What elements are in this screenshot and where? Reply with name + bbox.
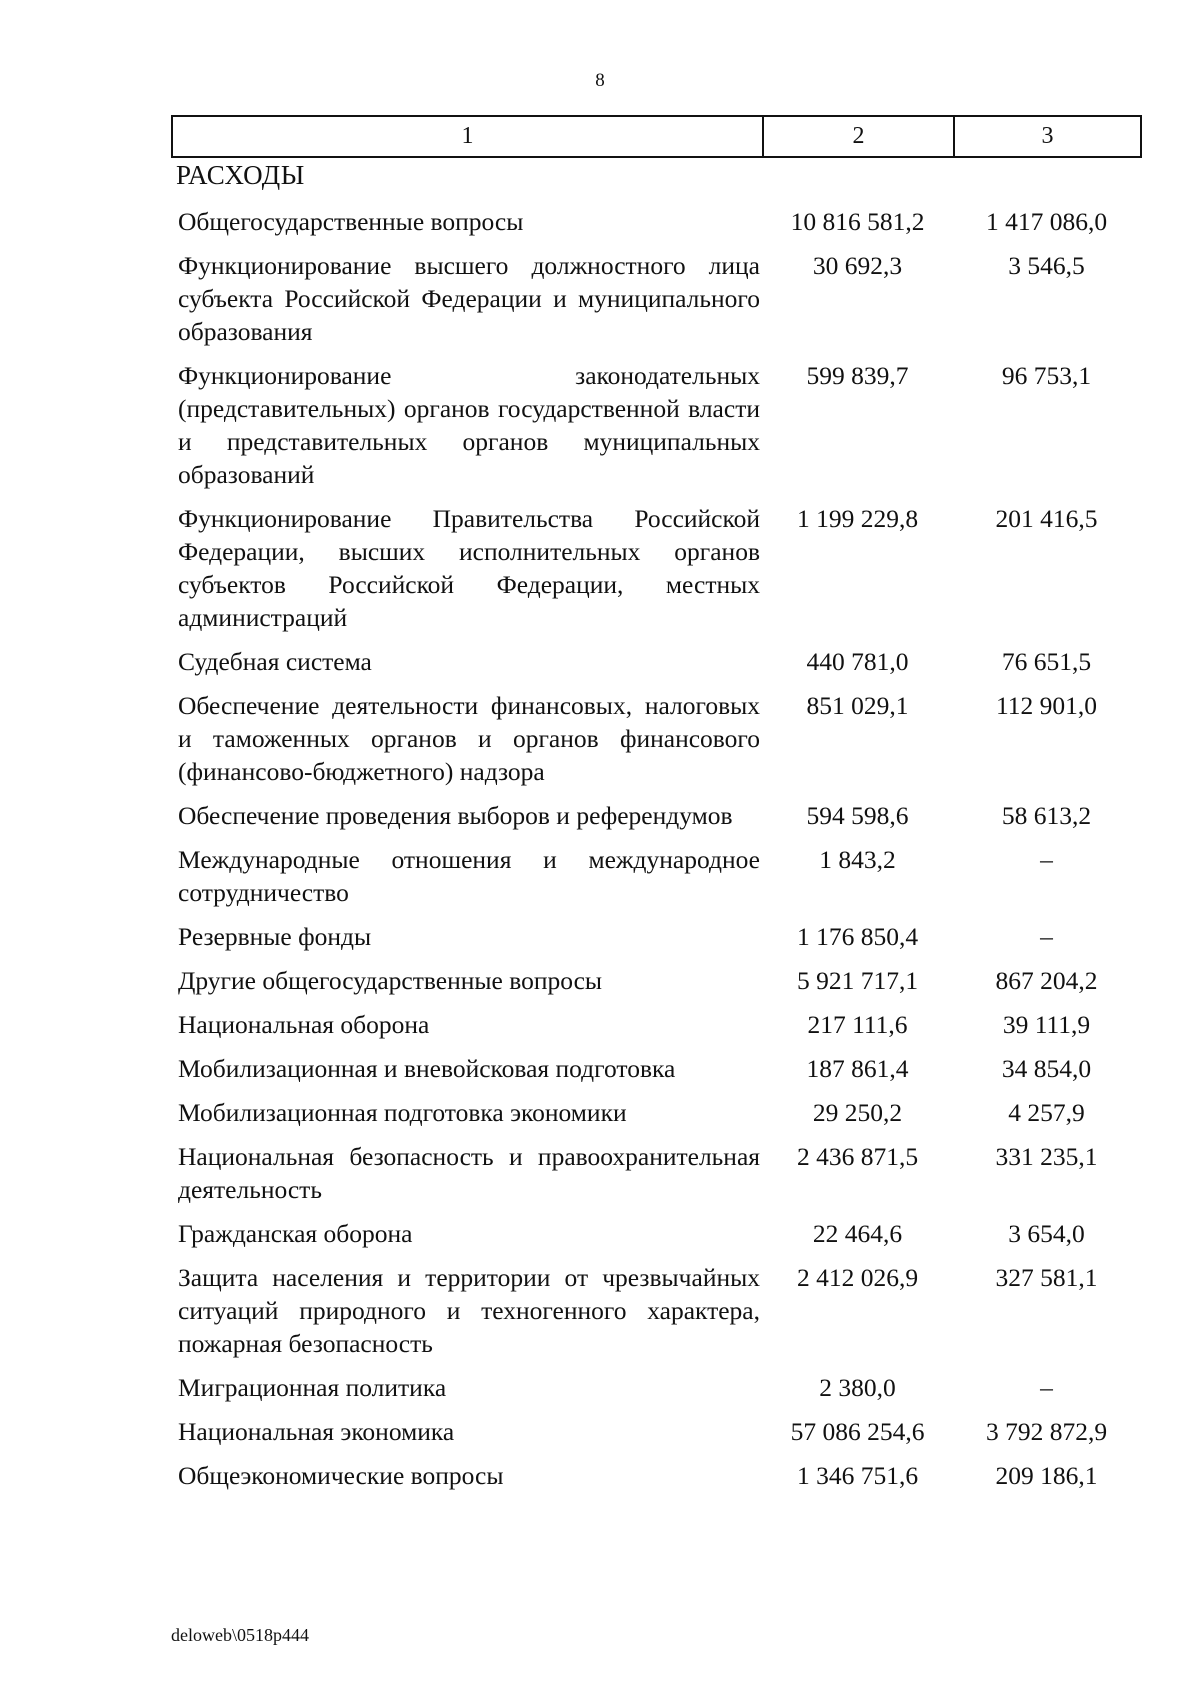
row-value-col-3: –	[1040, 1373, 1053, 1402]
row-value-col-2: 594 598,6	[806, 801, 909, 830]
table-row	[0, 1008, 1200, 1041]
row-value-col-3: –	[1040, 845, 1053, 874]
row-value-col-3: 327 581,1	[995, 1263, 1098, 1292]
row-label: Мобилизационная и вневойсковая подготовка	[178, 1054, 676, 1083]
row-label: Национальная безопасность и правоохранительная деятельность	[178, 1142, 760, 1204]
table-row	[0, 1371, 1200, 1404]
row-label: Миграционная политика	[178, 1373, 447, 1402]
table-row	[0, 964, 1200, 997]
table-row	[0, 920, 1200, 953]
row-value-col-3: 867 204,2	[995, 966, 1098, 995]
row-value-col-2: 30 692,3	[812, 251, 903, 280]
row-label: Международные отношения и международное сотрудничество	[178, 845, 760, 907]
row-value-col-2: 2 380,0	[819, 1373, 896, 1402]
table-row	[0, 359, 1200, 491]
row-value-col-3: 76 651,5	[1001, 647, 1092, 676]
row-label: Другие общегосударственные вопросы	[178, 966, 603, 995]
row-value-col-3: 209 186,1	[995, 1461, 1098, 1490]
row-value-col-2: 22 464,6	[812, 1219, 903, 1248]
row-label: Общеэкономические вопросы	[178, 1461, 504, 1490]
row-label: Защита населения и территории от чрезвычайных ситуаций природного и техногенного характера, пожарная безопасность	[178, 1263, 760, 1358]
row-value-col-3: 39 111,9	[1002, 1010, 1091, 1039]
row-value-col-3: 96 753,1	[1001, 361, 1092, 390]
row-label: Национальная экономика	[178, 1417, 455, 1446]
row-value-col-3: 4 257,9	[1008, 1098, 1085, 1127]
row-value-col-3: 3 654,0	[1008, 1219, 1085, 1248]
table-row	[0, 249, 1200, 348]
row-value-col-2: 2 436 871,5	[796, 1142, 919, 1171]
table-header	[171, 115, 1142, 158]
row-value-col-3: 201 416,5	[995, 504, 1098, 533]
table-row	[0, 799, 1200, 832]
document-footer-id: deloweb\0518p444	[171, 1625, 309, 1645]
table-header-col-1: 1	[173, 117, 764, 156]
table-row	[0, 205, 1200, 238]
table-row	[0, 1415, 1200, 1448]
page-number: 8	[595, 70, 605, 91]
row-value-col-2: 10 816 581,2	[790, 207, 925, 236]
table-row	[0, 1140, 1200, 1206]
table-header-col-2: 2	[764, 117, 955, 156]
row-value-col-2: 1 199 229,8	[796, 504, 919, 533]
row-label: Обеспечение деятельности финансовых, налоговых и таможенных органов и органов финансового (финансово-бюджетного) надзора	[178, 691, 760, 786]
row-value-col-3: 1 417 086,0	[985, 207, 1108, 236]
row-value-col-2: 1 176 850,4	[796, 922, 919, 951]
row-label: Судебная система	[178, 647, 372, 676]
row-value-col-2: 440 781,0	[806, 647, 909, 676]
row-label: Функционирование Правительства Российской Федерации, высших исполнительных органов субъектов Российской Федерации, местных администраций	[178, 504, 760, 632]
section-title: РАСХОДЫ	[176, 160, 305, 190]
row-value-col-2: 217 111,6	[807, 1010, 908, 1039]
row-value-col-2: 187 861,4	[806, 1054, 909, 1083]
row-value-col-3: 3 546,5	[1008, 251, 1085, 280]
row-label: Функционирование высшего должностного лица субъекта Российской Федерации и муниципального образования	[178, 251, 760, 346]
table-row	[0, 689, 1200, 788]
table-row	[0, 645, 1200, 678]
table-row	[0, 1052, 1200, 1085]
row-value-col-2: 5 921 717,1	[796, 966, 919, 995]
row-value-col-3: –	[1040, 922, 1053, 951]
row-value-col-3: 34 854,0	[1001, 1054, 1092, 1083]
table-row	[0, 1096, 1200, 1129]
table-row	[0, 1261, 1200, 1360]
row-label: Обеспечение проведения выборов и референдумов	[178, 801, 733, 830]
table-row	[0, 502, 1200, 634]
row-label: Функционирование законодательных (представительных) органов государственной власти и представительных органов муниципальных образований	[178, 361, 760, 489]
budget-table-body	[0, 205, 1200, 1503]
row-value-col-3: 58 613,2	[1001, 801, 1092, 830]
row-label: Резервные фонды	[178, 922, 372, 951]
table-row	[0, 1459, 1200, 1492]
row-value-col-2: 2 412 026,9	[796, 1263, 919, 1292]
table-row	[0, 843, 1200, 909]
row-value-col-2: 57 086 254,6	[790, 1417, 925, 1446]
row-value-col-3: 3 792 872,9	[985, 1417, 1108, 1446]
row-label: Гражданская оборона	[178, 1219, 413, 1248]
table-row	[0, 1217, 1200, 1250]
row-label: Национальная оборона	[178, 1010, 430, 1039]
row-value-col-2: 599 839,7	[806, 361, 909, 390]
row-value-col-2: 1 346 751,6	[796, 1461, 919, 1490]
table-header-col-3: 3	[1041, 123, 1054, 149]
row-value-col-2: 29 250,2	[812, 1098, 903, 1127]
row-value-col-2: 851 029,1	[806, 691, 909, 720]
row-label: Общегосударственные вопросы	[178, 207, 524, 236]
row-value-col-2: 1 843,2	[819, 845, 896, 874]
row-value-col-3: 331 235,1	[995, 1142, 1098, 1171]
row-value-col-3: 112 901,0	[995, 691, 1098, 720]
row-label: Мобилизационная подготовка экономики	[178, 1098, 627, 1127]
